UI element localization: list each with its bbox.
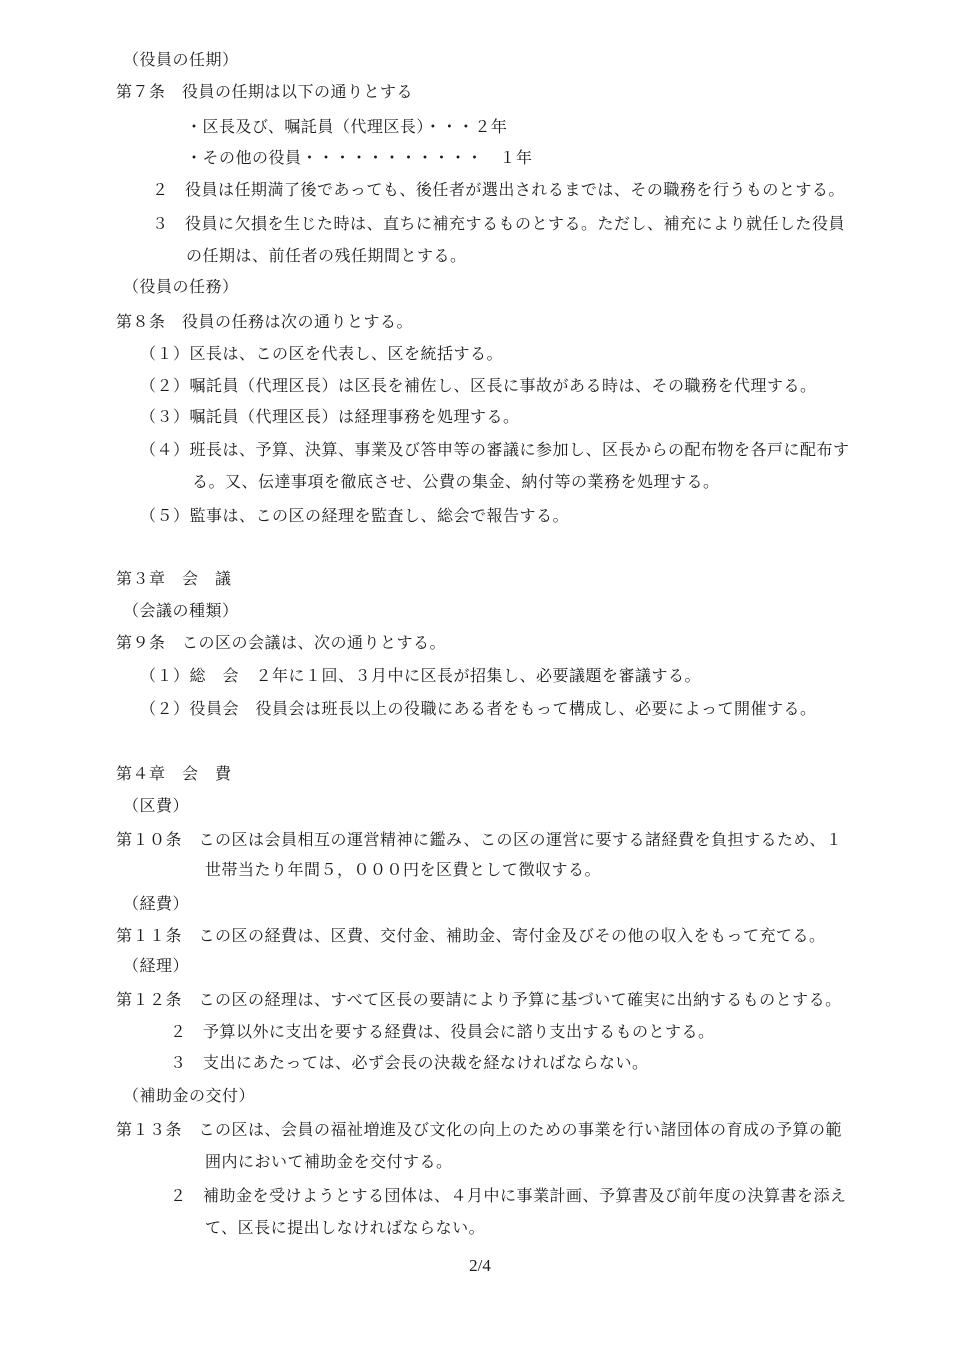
article-7-item-chief: ・区長及び、嘱託員（代理区長）・・・２年 (186, 117, 508, 136)
heading-district-fee: （区費） (123, 796, 190, 815)
article-13-para-2: ２ 補助金を受けようとする団体は、４月中に事業計画、予算書及び前年度の決算書を添え (170, 1186, 847, 1205)
article-8-item-5: （５）監事は、この区の経理を監査し、総会で報告する。 (140, 506, 570, 525)
article-10-cont: 世帯当たり年間５，０００円を区費として徴収する。 (205, 860, 602, 879)
article-12-para-3: ３ 支出にあたっては、必ず会長の決裁を経なければならない。 (170, 1053, 649, 1072)
article-8-item-1: （１）区長は、この区を代表し、区を統括する。 (140, 344, 504, 363)
article-7: 第７条 役員の任期は以下の通りとする (116, 82, 414, 101)
heading-officer-duties: （役員の任務） (123, 277, 239, 296)
article-10: 第１０条 この区は会員相互の運営精神に鑑み、この区の運営に要する諸経費を負担するため、１ (116, 830, 843, 849)
chapter-4-title: 第４章 会 費 (116, 764, 232, 783)
article-12-para-2: ２ 予算以外に支出を要する経費は、役員会に諮り支出するものとする。 (170, 1022, 715, 1041)
article-13-para-2-cont: て、区長に提出しなければならない。 (205, 1218, 486, 1237)
page-number: 2/4 (469, 1256, 491, 1275)
chapter-3-title: 第３章 会 議 (116, 569, 232, 588)
heading-subsidy: （補助金の交付） (123, 1086, 256, 1105)
article-13-cont: 囲内において補助金を交付する。 (205, 1152, 453, 1171)
article-9-item-2: （２）役員会 役員会は班長以上の役職にある者をもって構成し、必要によって開催する。 (140, 699, 817, 718)
article-13: 第１３条 この区は、会員の福祉増進及び文化の向上のための事業を行い諸団体の育成の予算の範 (116, 1120, 843, 1139)
heading-meeting-types: （会議の種類） (123, 601, 239, 620)
article-8-item-3: （３）嘱託員（代理区長）は経理事務を処理する。 (140, 407, 520, 426)
article-7-item-others: ・その他の役員・・・・・・・・・・・ １年 (186, 148, 533, 167)
article-7-para-3: ３ 役員に欠損を生じた時は、直ちに補充するものとする。ただし、補充により就任した役員 (152, 214, 846, 233)
article-9: 第９条 この区の会議は、次の通りとする。 (116, 633, 447, 652)
heading-expenses: （経費） (123, 894, 190, 913)
article-9-item-1: （１）総 会 ２年に１回、３月中に区長が招集し、必要議題を審議する。 (140, 666, 702, 685)
article-8: 第８条 役員の任務は次の通りとする。 (116, 312, 414, 331)
article-7-para-2: ２ 役員は任期満了後であっても、後任者が選出されるまでは、その職務を行うものとする。 (152, 180, 845, 199)
article-8-item-4-cont: る。又、伝達事項を徹底させ、公費の集金、納付等の業務を処理する。 (192, 472, 720, 491)
heading-officer-term: （役員の任期） (123, 50, 239, 69)
article-8-item-4: （４）班長は、予算、決算、事業及び答申等の審議に参加し、区長からの配布物を各戸に配布す (140, 440, 850, 459)
heading-accounting: （経理） (123, 956, 190, 975)
article-11: 第１１条 この区の経費は、区費、交付金、補助金、寄付金及びその他の収入をもって充てる。 (116, 926, 826, 945)
article-12: 第１２条 この区の経理は、すべて区長の要請により予算に基づいて確実に出納するものとする。 (116, 990, 842, 1009)
article-8-item-2: （２）嘱託員（代理区長）は区長を補佐し、区長に事故がある時は、その職務を代理する。 (140, 376, 817, 395)
article-7-para-3-cont: の任期は、前任者の残任期間とする。 (186, 246, 467, 265)
